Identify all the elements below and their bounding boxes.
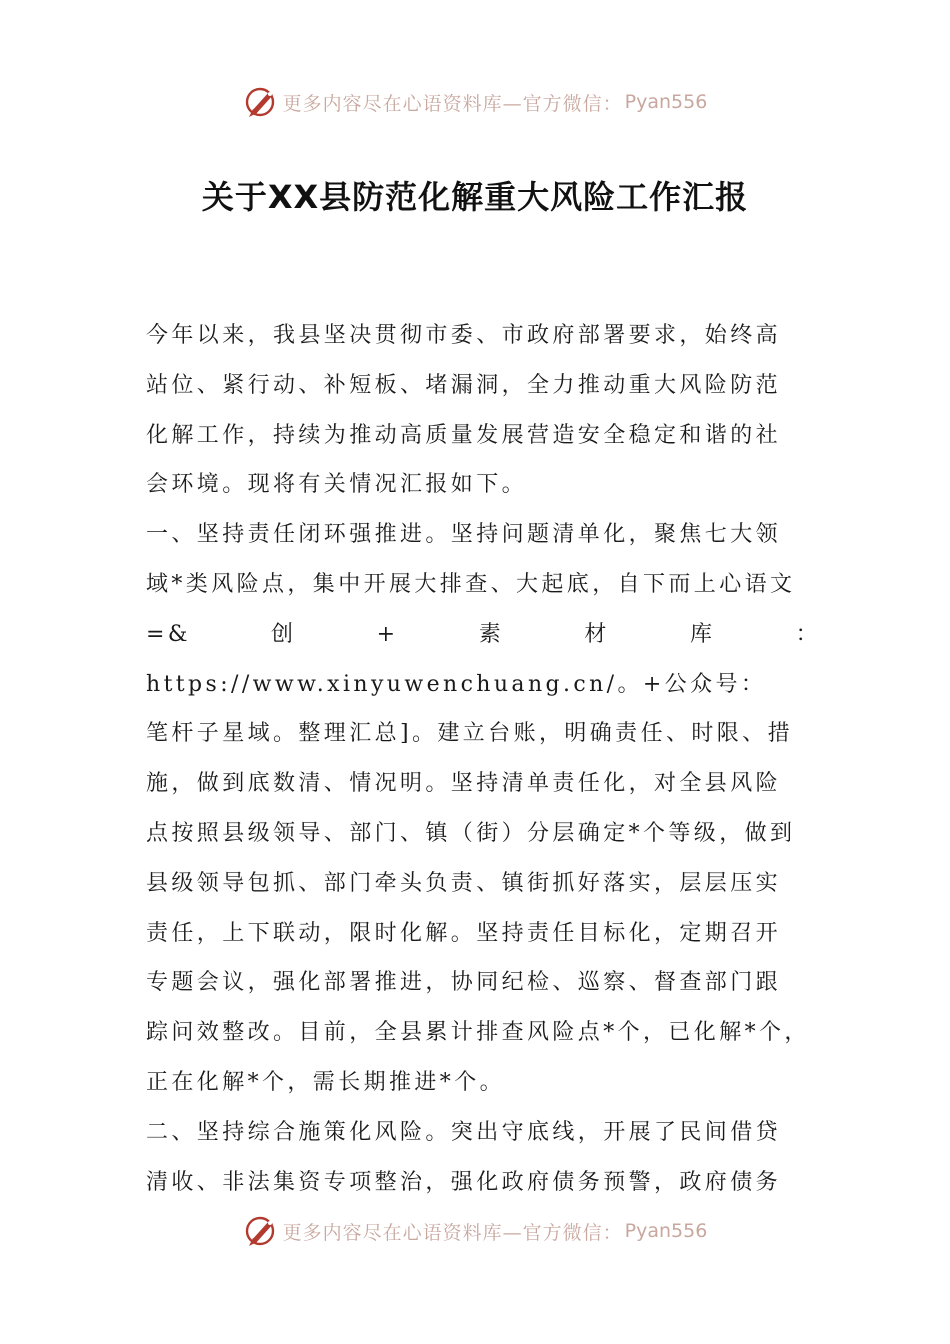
- watermark-wechat-id: Pyan556: [624, 91, 708, 113]
- paragraph-section-2: 二、坚持综合施策化风险。突出守底线，开展了民间借贷 清收、非法集资专项整治，强化政府债务预警，政府债务: [146, 1119, 782, 1195]
- watermark-text: 更多内容尽在心语资料库—官方微信：: [282, 92, 623, 115]
- watermark-text: 更多内容尽在心语资料库—官方微信：: [282, 1221, 623, 1244]
- document-body: [146, 311, 821, 1207]
- pen-nib-circle-icon: [243, 1213, 279, 1249]
- footer-watermark: [0, 1211, 950, 1251]
- document-title: 关于XX县防范化解重大风险工作汇报: [201, 178, 749, 216]
- paragraph-intro: 今年以来，我县坚决贯彻市委、市政府部署要求，始终高 站位、紧行动、补短板、堵漏洞，全力推动重大风险防范 化解工作，持续为推动高质量发展营造安全稳定和谐的社 会环境。现将有关情况汇报如下。: [146, 323, 782, 498]
- pen-nib-circle-icon: [243, 84, 279, 120]
- watermark-wechat-id: Pyan556: [624, 1220, 708, 1242]
- header-watermark: [0, 82, 950, 122]
- paragraph-section-1: 一、坚持责任闭环强推进。坚持问题清单化，聚焦七大领 域*类风险点，集中开展大排查、大起底，自下而上心语文 =&创+素材库：https://www.xinyuwenchuang.cn/。+公众号： 笔杆子星域。整理汇总]。建立台账，明确责任、时限、措 施，做到底数清、情况明。坚持清单责任化，对全县风险 点按照县级领导、部门、镇（街）分层确定*个等级，做到 县级领导包抓、部门牵头负责、镇街抓好落实，层层压实 责任，上下联动，限时化解。坚持责任目标化，定期召开 专题会议，强化部署推进，协同纪检、巡察、督查部门跟 踪问效整改。目前，全县累计排查风险点*个，已化解*个， 正在化解*个，需长期推进*个。: [146, 522, 821, 1095]
